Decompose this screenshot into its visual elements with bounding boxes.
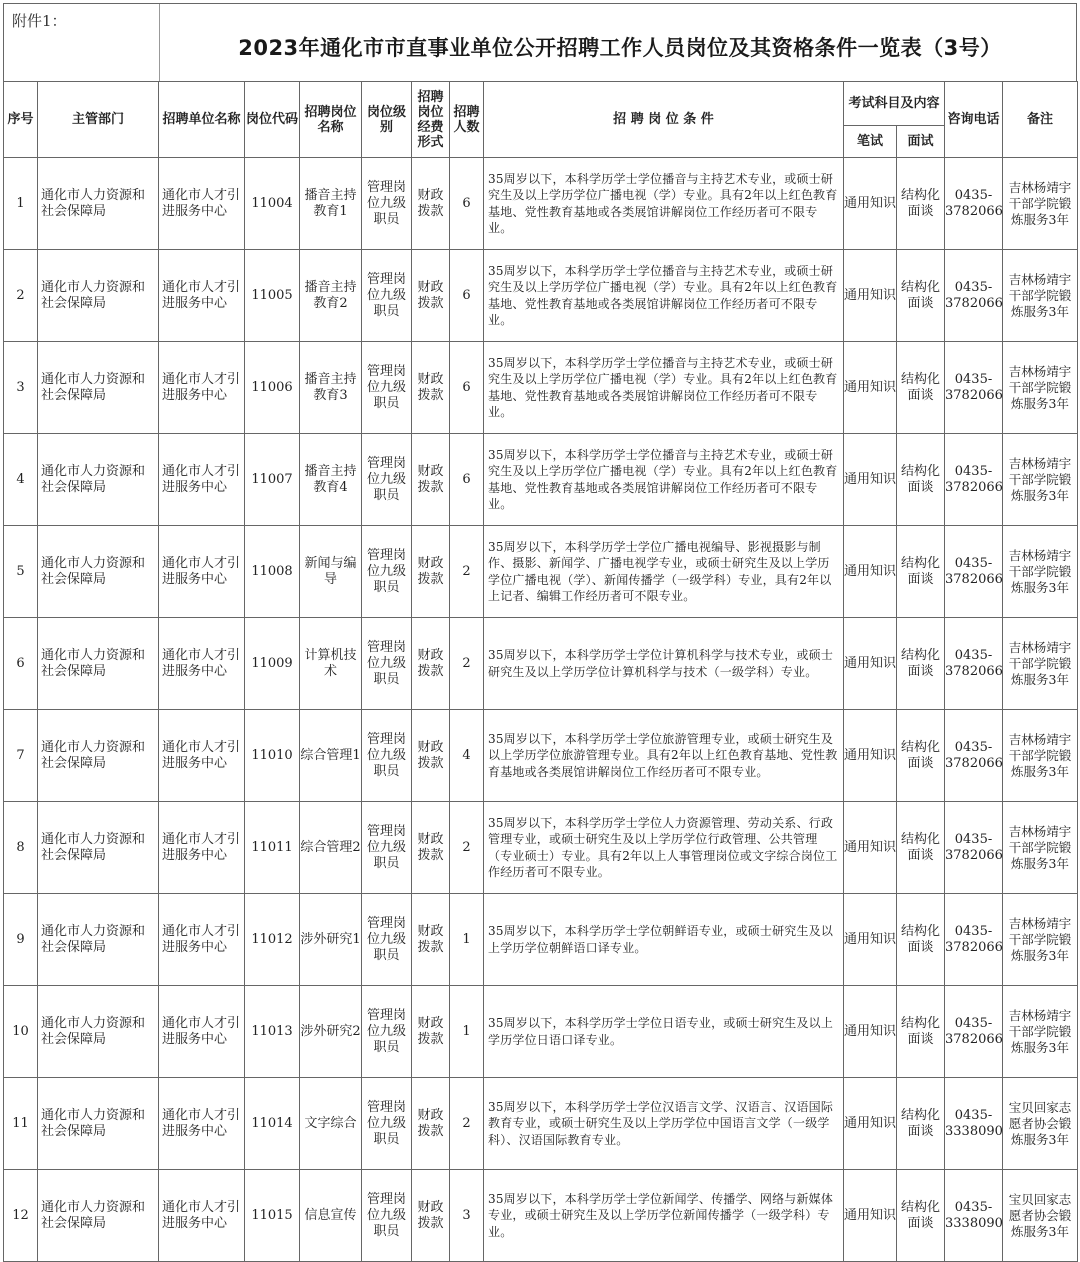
cell-seq: 4 <box>4 434 38 526</box>
cell-code: 11005 <box>245 250 300 342</box>
cell-unit: 通化市人才引进服务中心 <box>159 1078 245 1170</box>
cell-funding: 财政拨款 <box>412 894 450 986</box>
cell-remark: 吉林杨靖宇干部学院锻炼服务3年 <box>1003 802 1078 894</box>
table-row <box>4 894 1078 986</box>
table-row <box>4 434 1078 526</box>
cell-level: 管理岗位九级职员 <box>362 526 412 618</box>
cell-code: 11004 <box>245 158 300 250</box>
header-interview: 面试 <box>897 126 945 158</box>
cell-conditions: 35周岁以下，本科学历学士学位播音与主持艺术专业，或硕士研究生及以上学历学位广播电视（学）专业。具有2年以上红色教育基地、党性教育基地或各类展馆讲解岗位工作经历者可不限专业。 <box>484 250 844 342</box>
cell-level: 管理岗位九级职员 <box>362 434 412 526</box>
cell-conditions: 35周岁以下，本科学历学士学位播音与主持艺术专业，或硕士研究生及以上学历学位广播电视（学）专业。具有2年以上红色教育基地、党性教育基地或各类展馆讲解岗位工作经历者可不限专业。 <box>484 434 844 526</box>
header-post-name: 招聘岗位名称 <box>300 82 362 158</box>
cell-dept: 通化市人力资源和社会保障局 <box>38 250 159 342</box>
cell-seq: 12 <box>4 1170 38 1262</box>
table-row <box>4 618 1078 710</box>
cell-unit: 通化市人才引进服务中心 <box>159 342 245 434</box>
cell-dept: 通化市人力资源和社会保障局 <box>38 434 159 526</box>
title-row <box>3 3 1077 81</box>
cell-dept: 通化市人力资源和社会保障局 <box>38 1078 159 1170</box>
cell-phone: 0435-3782066 <box>945 894 1003 986</box>
cell-unit: 通化市人才引进服务中心 <box>159 618 245 710</box>
table-row <box>4 250 1078 342</box>
cell-dept: 通化市人力资源和社会保障局 <box>38 710 159 802</box>
cell-post-name: 文字综合 <box>300 1078 362 1170</box>
cell-written: 通用知识 <box>844 526 897 618</box>
cell-dept: 通化市人力资源和社会保障局 <box>38 526 159 618</box>
cell-seq: 8 <box>4 802 38 894</box>
cell-code: 11010 <box>245 710 300 802</box>
cell-level: 管理岗位九级职员 <box>362 894 412 986</box>
cell-interview: 结构化面谈 <box>897 342 945 434</box>
cell-seq: 10 <box>4 986 38 1078</box>
cell-post-name: 播音主持教育1 <box>300 158 362 250</box>
cell-interview: 结构化面谈 <box>897 526 945 618</box>
cell-funding: 财政拨款 <box>412 986 450 1078</box>
cell-unit: 通化市人才引进服务中心 <box>159 710 245 802</box>
cell-count: 2 <box>450 526 484 618</box>
cell-level: 管理岗位九级职员 <box>362 1078 412 1170</box>
cell-level: 管理岗位九级职员 <box>362 158 412 250</box>
cell-code: 11006 <box>245 342 300 434</box>
cell-code: 11009 <box>245 618 300 710</box>
cell-seq: 2 <box>4 250 38 342</box>
cell-dept: 通化市人力资源和社会保障局 <box>38 342 159 434</box>
cell-funding: 财政拨款 <box>412 158 450 250</box>
cell-phone: 0435-3782066 <box>945 618 1003 710</box>
cell-unit: 通化市人才引进服务中心 <box>159 894 245 986</box>
table-header <box>4 82 1078 158</box>
cell-unit: 通化市人才引进服务中心 <box>159 802 245 894</box>
cell-written: 通用知识 <box>844 434 897 526</box>
cell-conditions: 35周岁以下，本科学历学士学位新闻学、传播学、网络与新媒体专业，或硕士研究生及以上学历学位新闻传播学（一级学科）专业。 <box>484 1170 844 1262</box>
header-level: 岗位级别 <box>362 82 412 158</box>
cell-level: 管理岗位九级职员 <box>362 618 412 710</box>
cell-phone: 0435-3782066 <box>945 158 1003 250</box>
cell-phone: 0435-3782066 <box>945 526 1003 618</box>
cell-written: 通用知识 <box>844 802 897 894</box>
cell-post-name: 新闻与编导 <box>300 526 362 618</box>
cell-conditions: 35周岁以下，本科学历学士学位汉语言文学、汉语言、汉语国际教育专业，或硕士研究生及以上学历学位中国语言文学（一级学科）、汉语国际教育专业。 <box>484 1078 844 1170</box>
cell-interview: 结构化面谈 <box>897 986 945 1078</box>
cell-code: 11012 <box>245 894 300 986</box>
cell-funding: 财政拨款 <box>412 526 450 618</box>
cell-remark: 宝贝回家志愿者协会锻炼服务3年 <box>1003 1170 1078 1262</box>
cell-remark: 吉林杨靖宇干部学院锻炼服务3年 <box>1003 434 1078 526</box>
cell-phone: 0435-3338090 <box>945 1170 1003 1262</box>
cell-phone: 0435-3782066 <box>945 710 1003 802</box>
header-dept: 主管部门 <box>38 82 159 158</box>
cell-interview: 结构化面谈 <box>897 710 945 802</box>
cell-level: 管理岗位九级职员 <box>362 342 412 434</box>
cell-conditions: 35周岁以下，本科学历学士学位朝鲜语专业，或硕士研究生及以上学历学位朝鲜语口译专业。 <box>484 894 844 986</box>
cell-post-name: 播音主持教育2 <box>300 250 362 342</box>
cell-post-name: 综合管理1 <box>300 710 362 802</box>
cell-interview: 结构化面谈 <box>897 434 945 526</box>
cell-level: 管理岗位九级职员 <box>362 250 412 342</box>
cell-conditions: 35周岁以下，本科学历学士学位日语专业，或硕士研究生及以上学历学位日语口译专业。 <box>484 986 844 1078</box>
cell-interview: 结构化面谈 <box>897 618 945 710</box>
cell-remark: 吉林杨靖宇干部学院锻炼服务3年 <box>1003 894 1078 986</box>
cell-seq: 9 <box>4 894 38 986</box>
cell-funding: 财政拨款 <box>412 342 450 434</box>
table-row <box>4 526 1078 618</box>
header-seq: 序号 <box>4 82 38 158</box>
cell-funding: 财政拨款 <box>412 1170 450 1262</box>
table-row <box>4 1078 1078 1170</box>
header-exam: 考试科目及内容 <box>844 82 945 126</box>
document-title: 2023年通化市市直事业单位公开招聘工作人员岗位及其资格条件一览表（3号） <box>238 36 1002 60</box>
cell-level: 管理岗位九级职员 <box>362 1170 412 1262</box>
cell-level: 管理岗位九级职员 <box>362 710 412 802</box>
table-row <box>4 158 1078 250</box>
table-row <box>4 986 1078 1078</box>
cell-phone: 0435-3338090 <box>945 1078 1003 1170</box>
cell-post-name: 涉外研究2 <box>300 986 362 1078</box>
positions-table <box>3 81 1078 1262</box>
cell-unit: 通化市人才引进服务中心 <box>159 158 245 250</box>
cell-count: 2 <box>450 618 484 710</box>
cell-post-name: 播音主持教育3 <box>300 342 362 434</box>
cell-seq: 5 <box>4 526 38 618</box>
cell-count: 1 <box>450 986 484 1078</box>
cell-written: 通用知识 <box>844 618 897 710</box>
cell-count: 3 <box>450 1170 484 1262</box>
cell-remark: 吉林杨靖宇干部学院锻炼服务3年 <box>1003 158 1078 250</box>
cell-count: 6 <box>450 158 484 250</box>
cell-phone: 0435-3782066 <box>945 434 1003 526</box>
header-conditions: 招 聘 岗 位 条 件 <box>484 82 844 158</box>
header-phone: 咨询电话 <box>945 82 1003 158</box>
cell-interview: 结构化面谈 <box>897 894 945 986</box>
cell-interview: 结构化面谈 <box>897 250 945 342</box>
cell-unit: 通化市人才引进服务中心 <box>159 986 245 1078</box>
cell-written: 通用知识 <box>844 1078 897 1170</box>
cell-remark: 吉林杨靖宇干部学院锻炼服务3年 <box>1003 710 1078 802</box>
cell-code: 11011 <box>245 802 300 894</box>
cell-seq: 3 <box>4 342 38 434</box>
cell-conditions: 35周岁以下，本科学历学士学位人力资源管理、劳动关系、行政管理专业，或硕士研究生及以上学历学位行政管理、公共管理（专业硕士）专业。具有2年以上人事管理岗位或文字综合岗位工作经历者可不限专业。 <box>484 802 844 894</box>
cell-written: 通用知识 <box>844 710 897 802</box>
cell-post-name: 播音主持教育4 <box>300 434 362 526</box>
header-unit: 招聘单位名称 <box>159 82 245 158</box>
cell-seq: 7 <box>4 710 38 802</box>
cell-phone: 0435-3782066 <box>945 342 1003 434</box>
cell-post-name: 综合管理2 <box>300 802 362 894</box>
cell-funding: 财政拨款 <box>412 250 450 342</box>
table-row <box>4 802 1078 894</box>
cell-conditions: 35周岁以下，本科学历学士学位计算机科学与技术专业，或硕士研究生及以上学历学位计算机科学与技术（一级学科）专业。 <box>484 618 844 710</box>
cell-code: 11014 <box>245 1078 300 1170</box>
cell-seq: 6 <box>4 618 38 710</box>
cell-interview: 结构化面谈 <box>897 158 945 250</box>
cell-code: 11015 <box>245 1170 300 1262</box>
cell-written: 通用知识 <box>844 342 897 434</box>
cell-unit: 通化市人才引进服务中心 <box>159 434 245 526</box>
cell-funding: 财政拨款 <box>412 1078 450 1170</box>
cell-remark: 吉林杨靖宇干部学院锻炼服务3年 <box>1003 250 1078 342</box>
cell-count: 6 <box>450 434 484 526</box>
cell-conditions: 35周岁以下，本科学历学士学位播音与主持艺术专业，或硕士研究生及以上学历学位广播电视（学）专业。具有2年以上红色教育基地、党性教育基地或各类展馆讲解岗位工作经历者可不限专业。 <box>484 342 844 434</box>
cell-written: 通用知识 <box>844 1170 897 1262</box>
table-body <box>4 158 1078 1262</box>
cell-dept: 通化市人力资源和社会保障局 <box>38 802 159 894</box>
cell-dept: 通化市人力资源和社会保障局 <box>38 618 159 710</box>
cell-seq: 11 <box>4 1078 38 1170</box>
cell-dept: 通化市人力资源和社会保障局 <box>38 894 159 986</box>
cell-phone: 0435-3782066 <box>945 986 1003 1078</box>
cell-remark: 吉林杨靖宇干部学院锻炼服务3年 <box>1003 526 1078 618</box>
cell-funding: 财政拨款 <box>412 710 450 802</box>
cell-post-name: 计算机技术 <box>300 618 362 710</box>
header-count: 招聘人数 <box>450 82 484 158</box>
cell-dept: 通化市人力资源和社会保障局 <box>38 1170 159 1262</box>
cell-code: 11013 <box>245 986 300 1078</box>
cell-dept: 通化市人力资源和社会保障局 <box>38 158 159 250</box>
header-funding: 招聘岗位经费形式 <box>412 82 450 158</box>
cell-count: 2 <box>450 1078 484 1170</box>
cell-unit: 通化市人才引进服务中心 <box>159 250 245 342</box>
table-row <box>4 1170 1078 1262</box>
cell-count: 1 <box>450 894 484 986</box>
cell-code: 11008 <box>245 526 300 618</box>
cell-written: 通用知识 <box>844 158 897 250</box>
cell-written: 通用知识 <box>844 986 897 1078</box>
cell-count: 6 <box>450 250 484 342</box>
cell-funding: 财政拨款 <box>412 618 450 710</box>
cell-phone: 0435-3782066 <box>945 250 1003 342</box>
header-written: 笔试 <box>844 126 897 158</box>
cell-remark: 吉林杨靖宇干部学院锻炼服务3年 <box>1003 618 1078 710</box>
cell-remark: 吉林杨靖宇干部学院锻炼服务3年 <box>1003 986 1078 1078</box>
cell-code: 11007 <box>245 434 300 526</box>
cell-conditions: 35周岁以下，本科学历学士学位旅游管理专业，或硕士研究生及以上学历学位旅游管理专业。具有2年以上红色教育基地、党性教育基地或各类展馆讲解岗位工作经历者可不限专业。 <box>484 710 844 802</box>
cell-funding: 财政拨款 <box>412 802 450 894</box>
cell-unit: 通化市人才引进服务中心 <box>159 526 245 618</box>
cell-written: 通用知识 <box>844 894 897 986</box>
cell-post-name: 涉外研究1 <box>300 894 362 986</box>
cell-level: 管理岗位九级职员 <box>362 986 412 1078</box>
title-divider <box>159 4 160 82</box>
cell-written: 通用知识 <box>844 250 897 342</box>
attachment-label: 附件1： <box>12 12 67 30</box>
cell-unit: 通化市人才引进服务中心 <box>159 1170 245 1262</box>
cell-count: 2 <box>450 802 484 894</box>
cell-count: 6 <box>450 342 484 434</box>
cell-seq: 1 <box>4 158 38 250</box>
cell-remark: 吉林杨靖宇干部学院锻炼服务3年 <box>1003 342 1078 434</box>
cell-count: 4 <box>450 710 484 802</box>
cell-phone: 0435-3782066 <box>945 802 1003 894</box>
cell-dept: 通化市人力资源和社会保障局 <box>38 986 159 1078</box>
cell-interview: 结构化面谈 <box>897 1170 945 1262</box>
cell-conditions: 35周岁以下，本科学历学士学位广播电视编导、影视摄影与制作、摄影、新闻学、广播电视学专业，或硕士研究生及以上学历学位广播电视（学）、新闻传播学（一级学科）专业，具有2年以上记者、编辑工作经历者可不限专业。 <box>484 526 844 618</box>
cell-interview: 结构化面谈 <box>897 1078 945 1170</box>
cell-funding: 财政拨款 <box>412 434 450 526</box>
cell-remark: 宝贝回家志愿者协会锻炼服务3年 <box>1003 1078 1078 1170</box>
cell-level: 管理岗位九级职员 <box>362 802 412 894</box>
cell-interview: 结构化面谈 <box>897 802 945 894</box>
table-row <box>4 342 1078 434</box>
cell-conditions: 35周岁以下，本科学历学士学位播音与主持艺术专业，或硕士研究生及以上学历学位广播电视（学）专业。具有2年以上红色教育基地、党性教育基地或各类展馆讲解岗位工作经历者可不限专业。 <box>484 158 844 250</box>
table-row <box>4 710 1078 802</box>
header-code: 岗位代码 <box>245 82 300 158</box>
header-remark: 备注 <box>1003 82 1078 158</box>
cell-post-name: 信息宣传 <box>300 1170 362 1262</box>
